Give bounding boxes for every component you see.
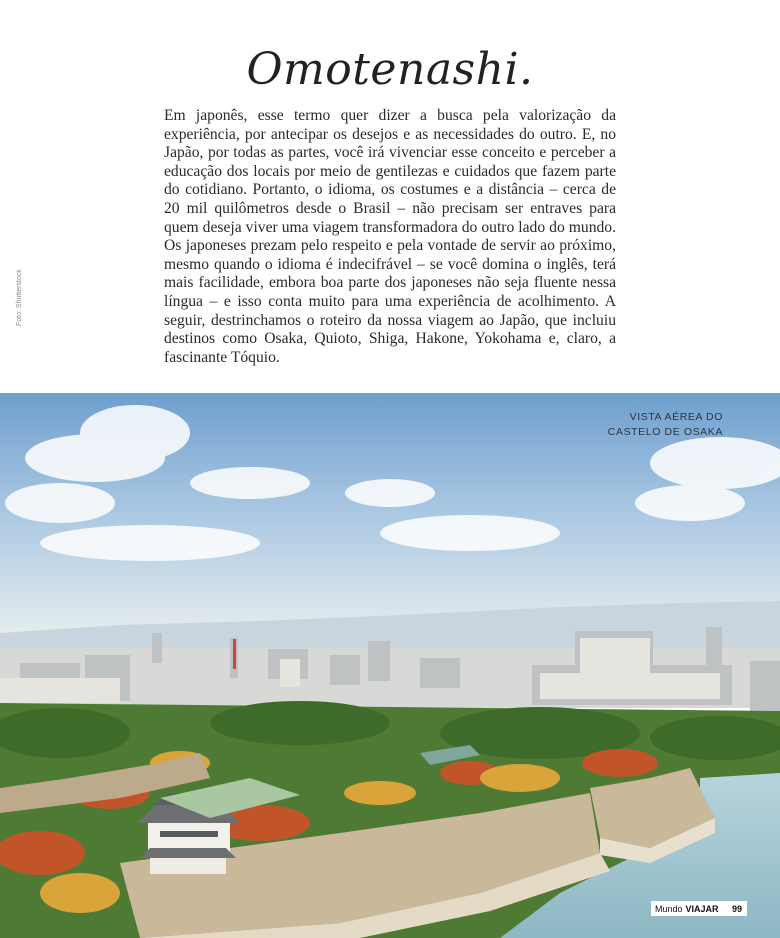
photo-caption [608, 410, 723, 439]
photo-credit: Foto: Shutterstock [16, 269, 23, 326]
caption-line-1: VISTA AÉREA DO [629, 411, 723, 423]
osaka-castle-photo [0, 393, 780, 938]
article-title: Omotenashi. [246, 44, 534, 95]
article-body: Em japonês, esse termo quer dizer a busca pela valorização da experiência, por antecipar os desejos e as necessidades do outro. E, no Japão, por todas as partes, você irá vivenciar esse conceito e perceber a educação dos locais por meio de gentilezas e cuidados que fazem parte do cotidiano. Portanto, o idioma, os costumes e a distância – cerca de 20 mil quilômetros desde o Brasil – não precisam ser entraves para quem deseja viver uma viagem transformadora do outro lado do mundo. Os japoneses prezam pelo respeito e pela vontade de servir ao próximo, mesmo quando o idioma é indecifrável – se você domina o inglês, terá mais facilidade, embora boa parte dos japoneses não seja fluente nessa língua – e isso conta muito para uma experiência de acolhimento. A seguir, destrinchamos o roteiro da nossa viagem ao Japão, que incluiu destinos como Osaka, Quioto, Shiga, Hakone, Yokohama e, claro, a fascinante Tóquio. [164, 107, 616, 366]
page-footer [651, 901, 747, 916]
magazine-name-bold: VIAJAR [685, 903, 719, 914]
page-number: 99 [731, 903, 742, 914]
magazine-name: Mundo [655, 903, 683, 914]
caption-line-2: CASTELO DE OSAKA [607, 425, 723, 438]
